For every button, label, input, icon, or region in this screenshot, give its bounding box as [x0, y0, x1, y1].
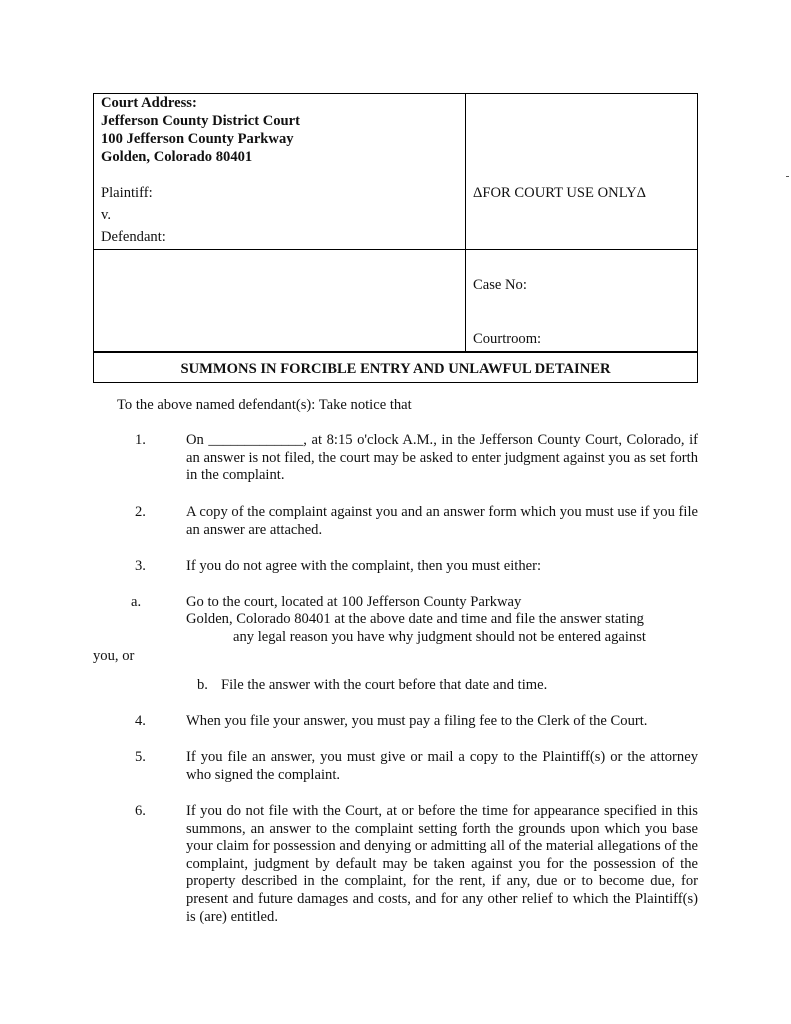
page-edge-mark	[786, 176, 789, 177]
document-title: SUMMONS IN FORCIBLE ENTRY AND UNLAWFUL DETAINER	[180, 361, 611, 377]
plaintiff-label: Plaintiff:	[101, 185, 153, 201]
item-number-2: 2.	[135, 504, 146, 520]
item-text-2: A copy of the complaint against you and an answer form which you must use if you file an answer are attached.	[186, 504, 698, 538]
sub-item-a-line3: any legal reason you have why judgment should not be entered against	[233, 629, 646, 645]
item-number-1: 1.	[135, 432, 146, 448]
table-bottom-border	[93, 382, 698, 383]
table-top-border	[93, 93, 698, 94]
sub-item-b-text: File the answer with the court before that date and time.	[221, 677, 548, 693]
court-name: Jefferson County District Court	[101, 113, 301, 129]
item-text-6: If you do not file with the Court, at or before the time for appearance specified in this summons, an answer to the complaint setting forth the grounds upon which you base your claim for possession and denying or admitting all of the material allegations of the complaint, judgment by default may be taken against you for the possession of the property described in the complaint, for the rent, if any, due or to become due, for present and future damages and costs, and for any other relief to which the Plaintiff(s) is (are) entitled.	[186, 803, 698, 925]
defendant-label: Defendant:	[101, 229, 166, 245]
court-city: Golden, Colorado 80401	[101, 149, 253, 165]
court-use-only-label: ΔFOR COURT USE ONLYΔ	[473, 185, 647, 201]
courtroom-label: Courtroom:	[473, 331, 542, 347]
item-number-4: 4.	[135, 713, 146, 729]
table-column-divider	[465, 93, 466, 352]
versus-label: v.	[101, 207, 111, 223]
sub-item-a-label: a.	[131, 594, 142, 610]
court-street: 100 Jefferson County Parkway	[101, 131, 294, 147]
item-text-3: If you do not agree with the complaint, then you must either:	[186, 558, 542, 574]
item-text-1: On _____________, at 8:15 o'clock A.M., in the Jefferson County Court, Colorado, if an answer is not filed, the court may be asked to enter judgment against you as set forth in the complaint.	[186, 432, 698, 484]
item-number-6: 6.	[135, 803, 146, 819]
item-number-3: 3.	[135, 558, 146, 574]
table-title-top-border	[93, 351, 698, 353]
item-text-4: When you file your answer, you must pay a filing fee to the Clerk of the Court.	[186, 713, 648, 729]
intro-line: To the above named defendant(s): Take notice that	[117, 397, 412, 413]
sub-item-a-line4: you, or	[93, 648, 135, 664]
sub-item-b-label: b.	[197, 677, 208, 693]
table-right-border	[697, 93, 698, 383]
table-middle-border	[93, 249, 698, 250]
item-number-5: 5.	[135, 749, 146, 765]
court-address-label: Court Address:	[101, 95, 197, 111]
case-number-label: Case No:	[473, 277, 527, 293]
sub-item-a-line2: Golden, Colorado 80401 at the above date and time and file the answer stating	[186, 611, 644, 627]
table-left-border	[93, 93, 94, 383]
sub-item-a-line1: Go to the court, located at 100 Jefferson County Parkway	[186, 594, 522, 610]
item-text-5: If you file an answer, you must give or mail a copy to the Plaintiff(s) or the attorney who signed the complaint.	[186, 749, 698, 783]
